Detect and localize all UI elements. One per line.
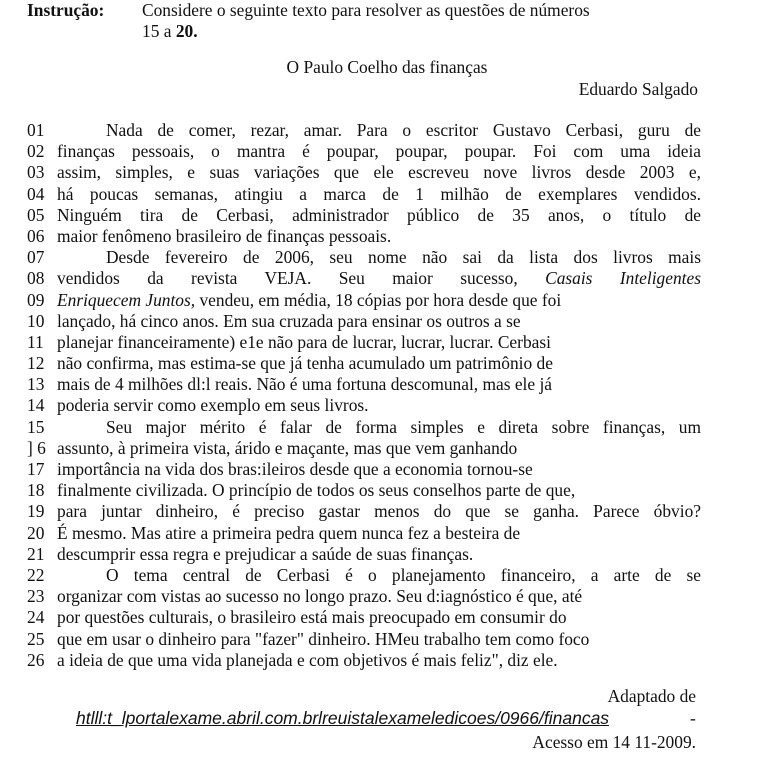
line-text-content: mais de 4 milhões dl:l reais. Não é uma fortuna descomunal, mas ele já (57, 374, 553, 395)
line-text-content: há poucas semanas, atingiu a marca de 1 milhão de exemplares vendidos. (57, 183, 701, 204)
line-number: 03 (27, 162, 45, 183)
source-dash: - (690, 708, 696, 728)
text-line (27, 459, 701, 480)
line-text (53, 247, 701, 268)
text-line (27, 395, 701, 416)
line-text-content: finalmente civilizada. O princípio de todos os seus conselhos parte de que, (57, 480, 576, 501)
line-text (53, 438, 701, 459)
line-text (53, 290, 701, 311)
line-text (53, 332, 701, 353)
line-number: 23 (27, 586, 45, 607)
text-line (27, 565, 701, 586)
line-text-content: Nada de comer, rezar, amar. Para o escritor Gustavo Cerbasi, guru de (106, 120, 701, 140)
instruction-line-2 (142, 21, 742, 42)
text-line (27, 141, 701, 162)
line-text (53, 459, 701, 480)
text-line (27, 374, 701, 395)
line-text-content: O tema central de Cerbasi é o planejamento financeiro, a arte de se (106, 564, 701, 585)
article-title: O Paulo Coelho das finanças (286, 57, 488, 77)
article-author: Eduardo Salgado (578, 79, 698, 99)
line-text-content: a ideia de que uma vida planejada e com objetivos é mais feliz", diz ele. (57, 649, 558, 670)
text-line (27, 311, 701, 332)
text-line (27, 438, 701, 459)
line-text (53, 417, 701, 438)
line-text (53, 353, 701, 374)
source-adapted-label: Adaptado de (607, 686, 696, 706)
line-number: 04 (27, 183, 45, 204)
text-line (27, 332, 701, 353)
text-line (27, 205, 701, 226)
line-number: 18 (27, 480, 45, 501)
line-text-content: descumprir essa regra e prejudicar a saúde de suas finanças. (57, 543, 474, 564)
line-text-content: vendidos da revista VEJA. Seu maior sucesso, (57, 268, 518, 289)
line-text-content: finanças pessoais, o mantra é poupar, poupar, poupar. Foi com uma ideia (57, 141, 701, 162)
text-line (27, 523, 701, 544)
source-access-date: Acesso em 14 11-2009. (532, 732, 696, 752)
line-text (53, 501, 701, 522)
text-line (27, 268, 701, 289)
line-text (53, 141, 701, 162)
line-number: 12 (27, 353, 45, 374)
line-number: 26 (27, 649, 45, 670)
line-number: 15 (27, 416, 45, 437)
line-text-content: organizar com vistas ao sucesso no longo prazo. Seu d:iagnóstico é que, até (57, 586, 583, 607)
line-text (53, 120, 701, 141)
line-text-content: assim, simples, e suas variações que ele escreveu nove livros desde 2003 e, (57, 162, 701, 183)
text-line (27, 501, 701, 522)
line-text-content: importância na vida dos bras:ileiros desde que a economia tornou-se (57, 459, 533, 479)
line-text (53, 311, 701, 332)
line-text (53, 523, 701, 544)
line-number: 24 (27, 607, 45, 628)
line-text-content: vendeu, em média, 18 cópias por hora desde que foi (195, 289, 562, 310)
line-number: 10 (27, 310, 45, 331)
line-number: 06 (27, 225, 45, 246)
line-text (53, 544, 701, 565)
line-number: 22 (27, 564, 45, 585)
text-line (27, 162, 701, 183)
text-line (27, 247, 701, 268)
line-number: 11 (27, 331, 44, 352)
instruction-label: Instrução: (27, 0, 105, 20)
line-number: 09 (27, 289, 45, 310)
line-text (53, 184, 701, 205)
line-text-content: maior fenômeno brasileiro de finanças pessoais. (57, 225, 392, 246)
line-text (53, 226, 701, 247)
line-text-content: para juntar dinheiro, é preciso gastar menos do que se ganha. Parece óbvio? (57, 501, 701, 522)
text-line (27, 184, 701, 205)
line-text-content: não confirma, mas estima-se que já tenha acumulado um patrimônio de (57, 353, 553, 374)
line-text-content: Desde fevereiro de 2006, seu nome não sai da lista dos livros mais (106, 247, 701, 268)
line-text-content: assunto, à primeira vista, árido e maçante, mas que vem ganhando (57, 437, 518, 458)
line-text-content: poderia servir como exemplo em seus livros. (57, 395, 369, 416)
line-number: 17 (27, 459, 45, 479)
line-text (53, 395, 701, 416)
text-line (27, 120, 701, 141)
text-line (27, 353, 701, 374)
instruction-line-1: Considere o seguinte texto para resolver as questões de números (142, 0, 590, 20)
line-number: 07 (27, 247, 45, 268)
line-number: 05 (27, 204, 45, 225)
article-body (27, 120, 701, 671)
text-line (27, 586, 701, 607)
instruction-text (142, 0, 742, 42)
instruction-line-2-prefix: 15 a (142, 21, 176, 41)
line-text-content: por questões culturais, o brasileiro está mais preocupado em consumir do (57, 607, 567, 628)
line-text (53, 205, 701, 226)
line-number: 19 (27, 501, 45, 522)
text-line (27, 629, 701, 650)
line-text-content: que em usar o dinheiro para "fazer" dinheiro. HMeu trabalho tem como foco (57, 628, 590, 649)
line-text (53, 586, 701, 607)
line-text (53, 607, 701, 628)
line-number: 08 (27, 268, 45, 289)
line-text (53, 268, 701, 289)
line-number: ] 6 (27, 437, 46, 458)
text-line (27, 650, 701, 671)
line-number: 13 (27, 374, 45, 395)
italic-book-title: Enriquecem Juntos, (57, 289, 196, 310)
line-text-content: Seu major mérito é falar de forma simples e direta sobre finanças, um (106, 416, 701, 437)
line-number: 02 (27, 141, 45, 162)
line-number: 20 (27, 522, 45, 543)
line-text (53, 480, 701, 501)
line-number: 21 (27, 543, 45, 564)
line-text-content: Ninguém tira de Cerbasi, administrador público de 35 anos, o título de (57, 204, 701, 225)
line-text-content: lançado, há cinco anos. Em sua cruzada para ensinar os outros a se (57, 310, 521, 331)
text-line (27, 544, 701, 565)
text-line (27, 290, 701, 311)
line-text-content: É mesmo. Mas atire a primeira pedra quem nunca fez a besteira de (57, 522, 521, 543)
line-text-content: planejar financeiramente) e1e não para de lucrar, lucrar, lucrar. Cerbasi (57, 331, 551, 352)
line-text (53, 565, 701, 586)
instruction-line-2-bold: 20. (175, 21, 198, 41)
line-text (53, 162, 701, 183)
line-text (53, 374, 701, 395)
line-text (53, 629, 701, 650)
line-number: 14 (27, 395, 45, 416)
text-line (27, 226, 701, 247)
line-number: 25 (27, 628, 45, 649)
text-line (27, 480, 701, 501)
text-line (27, 607, 701, 628)
source-url-link[interactable]: htlll:t_lportalexame.abril.com.brlreuistalexameledicoes/0966/financas (76, 708, 610, 728)
italic-book-title: Casais Inteligentes (545, 268, 701, 289)
line-text (53, 650, 701, 671)
line-number: 01 (27, 120, 45, 140)
text-line (27, 417, 701, 438)
